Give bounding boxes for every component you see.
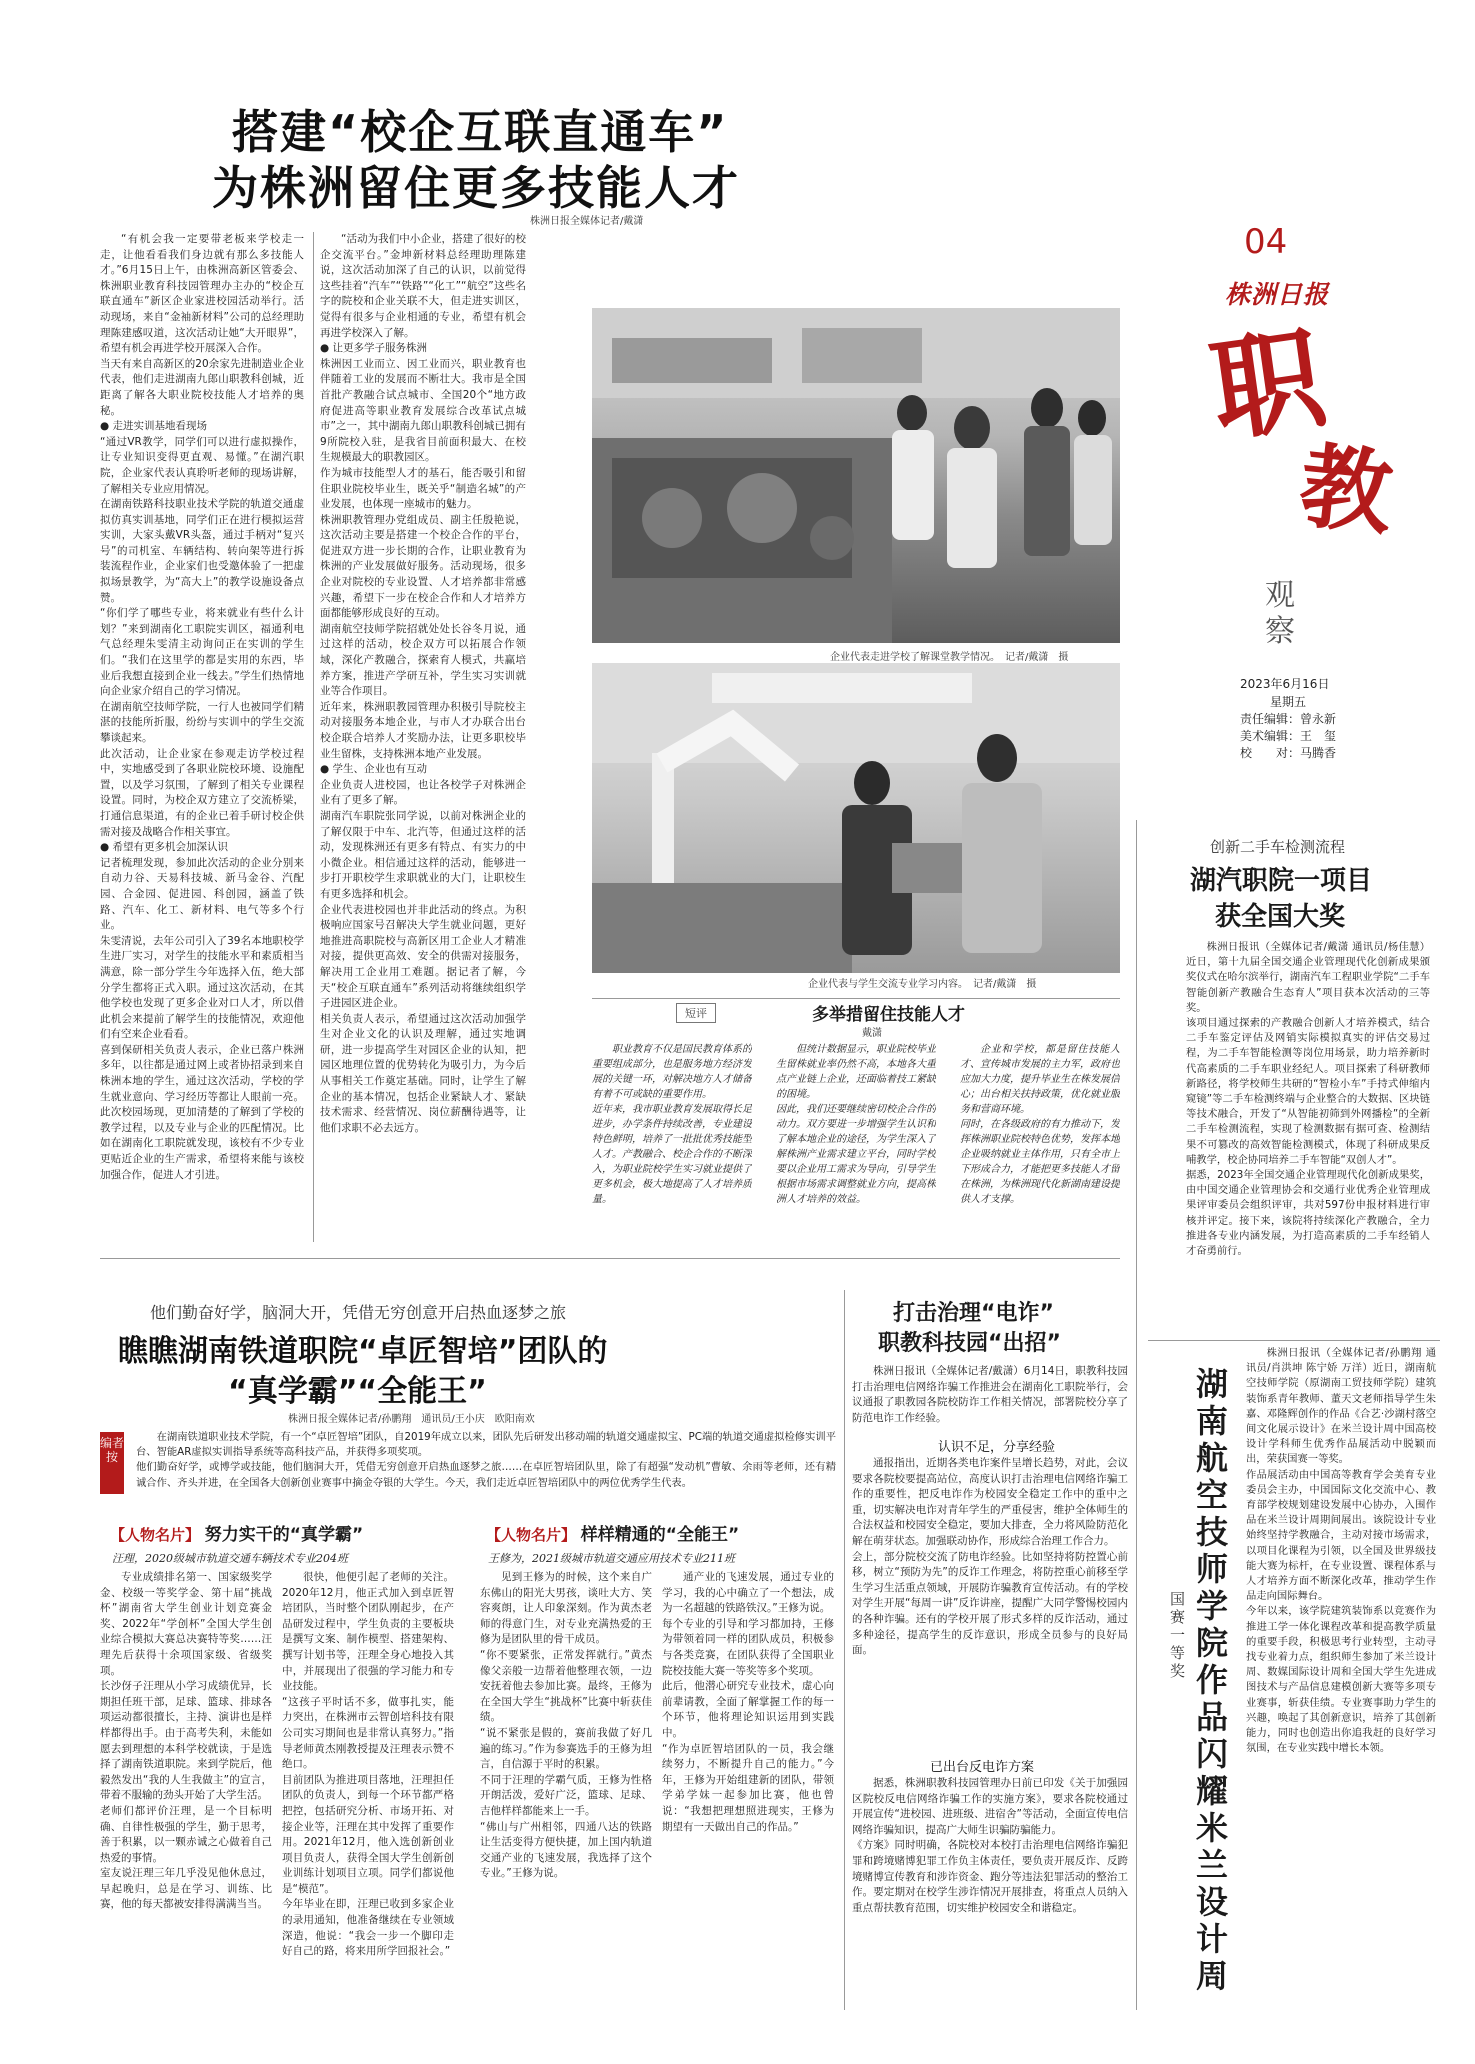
section-title-char2: 教 bbox=[1294, 432, 1398, 549]
commentary-rule bbox=[592, 998, 1120, 999]
page-number: 04 bbox=[1244, 222, 1288, 262]
bottom-right-sub1: 认识不足，分享经验 bbox=[938, 1440, 1056, 1455]
paper-name: 株洲日报 bbox=[1225, 280, 1330, 309]
sidebar2-text: 株洲日报讯（全媒体记者/孙鹏翔 通讯员/肖洪坤 陈宁娇 万洋）近日，湖南航空技师学院（原湖南工贸技师学院）建筑装饰系青年教师、董天文老师指导学生朱嘉、邓隆辉创作的作品《合艺·沙湖村落空间文化展示设计》在米兰设计周中国高校设计学科师生优秀作品展活动中脱颖而出，荣获国赛一等奖。 作品展活动由中国高等教育学会美育专业委员会主办，中国国际文化交流中心、教育部学校规划建设发展中心协办，入围作品在米兰设计周期间展出。该院设计专业始终坚持学教融合，主动对接市场需求，以项目化课程为引领，以全国及世界级技能大赛为标杆，在专业设置、课程体系与人才培养方面不断深化改革，推动学生作品走向国际舞台。 今年以来，该学院建筑装饰系以竞赛作为推进工学一体化课程改革和提高教学质量的重要手段，积极思考行业转型，主动寻找专业着力点，组织师生参加了米兰设计周、数媒国际设计周和全国大学生先进成图技术与产品信息建模创新大赛等多项专业赛事，斩获佳绩。专业赛事助力学生的兴趣，唤起了其创新意识，培养了其创新能力，同时也创造出你追我赶的良好学习氛围，在专业实践中增长本领。 bbox=[1246, 1347, 1436, 1755]
main-byline: 株洲日报全媒体记者/戴潇 bbox=[530, 216, 644, 227]
profile2-col2 bbox=[662, 1570, 834, 2010]
profile1-title: 努力实干的“真学霸” bbox=[204, 1525, 364, 1545]
profile2-heading bbox=[486, 1520, 739, 1545]
section-subtitle: 观察 bbox=[1265, 578, 1295, 649]
profile1-col1 bbox=[100, 1570, 272, 2010]
photo-student-robot bbox=[592, 663, 1120, 973]
profile2-col2-text: 通产业的飞速发展，通过专业的学习，我的心中确立了一个想法，成为一名超越的铁路铁汉。”王修为说。 每个专业的引导和学习都加持，王修为带领着同一样的团队成员，积极参与各类竞赛，在团队获得了全国职业院校技能大赛一等奖等多个奖项。 此后，他潜心研究专业技术，虚心向前辈请教，全面了解掌握工作的每一个环节，他将理论知识运用到实践中。 “作为卓匠智培团队的一员，我会继续努力，不断提升自己的能力。”今年，王修为开始组建新的团队，带领学弟学妹一起参加比赛，他也曾说：“我想把理想照进现实，王修为期望有一天做出自己的作品。” bbox=[662, 1571, 834, 1833]
commentary-text1: 职业教育不仅是国民教育体系的重要组成部分，也是服务地方经济发展的关键一环，对解决地方人才储备有着不可或缺的重要作用。 近年来，我市职业教育发展取得长足进步，办学条件持续改善，专业建设特色鲜明，培养了一批批优秀技能型人才。产教融合、校企合作的不断深入，为职业院校学生实习就业提供了更多机会，极大地提高了人才培养质量。 bbox=[592, 1044, 752, 1205]
profile2-col1-text: 见到王修为的时候，这个来自广东佛山的阳光大男孩，谈吐大方、笑容爽朗，让人印象深刻。作为黄杰老师的得意门生，对专业充满热爱的王修为是团队里的骨干成员。 “你不要紧张，正常发挥就行。”黄杰像父亲般一边帮着他整理衣领，一边安抚着他去参加比赛。最终，王修为在全国大学生“挑战杯”比赛中斩获佳绩。 “说不紧张是假的，赛前我做了好几遍的练习。”作为参赛选手的王修为坦言，自信源于平时的积累。 不同于汪理的学霸气质，王修为性格开朗活泼，爱好广泛，篮球、足球、吉他样样都能来上一手。 “佛山与广州相邻，四通八达的铁路让生活变得方便快捷，加上国内轨道交通产业的飞速发展，我选择了这个专业。”王修为说。 bbox=[480, 1571, 652, 1880]
bottom-right-title-line2: 职教科技园“出招” bbox=[878, 1331, 1061, 1356]
photo-visit-illustration bbox=[592, 308, 1120, 643]
main-headline-line2: 为株洲留住更多技能人才 bbox=[212, 161, 740, 215]
main-article-col1-text: “有机会我一定要带老板来学校走一走，让他看看我们身边就有那么多技能人才。”6月15日上午，由株洲高新区管委会、株洲职业教育科技园管理办主办的“校企互联直通车”新区企业家进校园活动举行。活动现场，来自“金袖新材料”公司的总经理助理陈建感叹道，这次活动让她“大开眼界”，希望有机会再进学校开展深入合作。 当天有来自高新区的20余家先进制造业企业代表，他们走进湖南九郎山职教科创城，近距离了解各大职业院校技能人才培养的奥秘。 ● 走进实训基地看现场 “通过VR教学，同学们可以进行虚拟操作，让专业知识变得更直观、易懂。”在湖汽职院，企业家代表认真聆听老师的现场讲解，了解相关专业应用情况。 在湖南铁路科技职业技术学院的轨道交通虚拟仿真实训基地，同学们正在进行模拟运营实训，大家头戴VR头盔，通过手柄对“复兴号”的司机室、车辆结构、转向架等进行拆装流程作业，企业家们也受邀体验了一把虚拟场景教学，为“高大上”的教学设施设备点赞。 “你们学了哪些专业，将来就业有些什么计划？”来到湖南化工职院实训区，福通利电气总经理朱雯清主动询问正在实训的学生们。“我们在这里学的都是实用的东西，毕业后我想直接到企业一线去。”学生们热情地向企业家介绍自己的学习情况。 在湖南航空技师学院，一行人也被同学们精湛的技能所折服，纷纷与实训中的学生交流攀谈起来。 此次活动，让企业家在参观走访学校过程中，实地感受到了各职业院校环境、设施配置，以及学习氛围，了解到了相关专业课程设置。同时，为校企双方建立了交流桥梁，打通信息渠道，有的企业已着手研讨校企供需对接及战略合作相关事宜。 ● 希望有更多机会加深认识 记者梳理发现，参加此次活动的企业分别来自动力谷、天易科技城、新马金谷、汽配园、合金园、促进园、科创园，涵盖了铁路、汽车、化工、新材料、电气等多个行业。 朱雯清说，去年公司引入了39名本地职校学生进厂实习，对学生的技能水平和素质相当满意，除一部分学生今年选择入伍，绝大部分学生都将正式入职。通过这次活动，在其他学校也发现了更多企业对口人才，所以借此机会来提前了解学生的技能情况，欢迎他们有空来企业看看。 喜到保研相关负责人表示，企业已落户株洲多年，以往都是通过网上或者协招录到来自株洲本地的学生，通过这次活动，学校的学生就业意向、学习经历等都让人眼前一亮。此次校园场现，更加清楚的了解到了学校的教学过程，以及专业与企业的匹配情况。比如在湖南化工职院就发现，该校有不少专业更贴近企业的生产需求，希望将来能与该校加强合作，促进人才引进。 bbox=[100, 233, 304, 1181]
profile1-heading bbox=[110, 1520, 363, 1545]
masthead-editor: 责任编辑：曾永新 bbox=[1240, 712, 1337, 726]
editor-note-badge bbox=[100, 1432, 124, 1494]
profile1-col2-text: 很快，他便引起了老师的关注。2020年12月，他正式加入到卓匠智培团队，当时整个团队刚起步，在产品研发过程中，学生负责的主要板块是撰写文案、制作模型、搭建架构、撰写计划书等，汪理全身心地投入其中，并展现出了很强的学习能力和专业技能。 “这孩子平时话不多，做事扎实，能力突出，在株洲市云智创培科技有限公司实习期间也是非常认真努力。”指导老师黄杰刚教授提及汪理表示赞不绝口。 目前团队为推进项目落地，汪理担任团队的负责人，到每一个环节都严格把控，包括研究分析、市场开拓、对接企业等，汪理在其中发挥了重要作用。2021年12月，他入选创新创业项目负责人，获得全国大学生创新创业训练计划项目立项。同学们都说他是“模范”。 今年毕业在即，汪理已收到多家企业的录用通知，他准备继续在专业领域深造，他说：“我会一步一个脚印走好自己的路，将来用所学回报社会。” bbox=[282, 1571, 454, 1958]
sidebar1-title-line2: 获全国大奖 bbox=[1215, 902, 1346, 932]
bottom-left-title-line2: “真学霸”“全能王” bbox=[228, 1374, 487, 1409]
sidebar2-deck bbox=[1170, 1590, 1188, 1680]
commentary-tag-text: 短评 bbox=[685, 1007, 707, 1020]
commentary-col1 bbox=[592, 1042, 752, 1238]
sidebar2-deck-text: 国赛一等奖 bbox=[1170, 1590, 1186, 1680]
bottom-left-title-line1: 瞧瞧湖南铁道职院“卓匠智培”团队的 bbox=[118, 1334, 608, 1369]
profile1-col2 bbox=[282, 1570, 454, 2010]
sidebar1-kicker: 创新二手车检测流程 bbox=[1210, 838, 1346, 856]
profile1-label: 【人物名片】 bbox=[110, 1526, 201, 1544]
commentary-col2 bbox=[776, 1042, 936, 1238]
commentary-text3: 企业和学校，都是留住技能人才、宣传城市发展的主力军，政府也应加大力度，提升毕业生在株发展信心；出台相关扶持政策，优化就业服务和营商环境。 同时，在各级政府的有力推动下，发挥株洲职业院校特色优势，发挥本地企业吸纳就业主体作用，只有全市上下形成合力，才能把更多技能人才留在株洲，为株洲现代化新湖南建设提供人才支撑。 bbox=[960, 1044, 1120, 1205]
bottom-right-body1 bbox=[852, 1456, 1128, 1736]
bottom-right-intro bbox=[852, 1364, 1128, 1426]
main-article-col2 bbox=[320, 232, 526, 1242]
commentary-title: 多举措留住技能人才 bbox=[812, 1005, 965, 1025]
sidebar2-rule bbox=[1148, 1340, 1440, 1341]
sidebar1-title-line1: 湖汽职院一项目 bbox=[1190, 866, 1373, 896]
masthead-weekday: 星期五 bbox=[1270, 695, 1307, 709]
editor-note-text: 在湖南铁道职业技术学院，有一个“卓匠智培”团队，自2019年成立以来，团队先后研发出移动端的轨道交通虚拟宝、PC端的轨道交通虚拟检修实训平台、智能AR虚拟实训指导系统等高科技产品，并获得多项奖项。 他们勤奋好学，或博学或技能，他们脑洞大开，凭借无穷创意开启热血逐梦之旅……在卓匠智培团队里，除了有超强“发动机”曹敏、余雨等老师，还有精诚合作、齐头并进，在全国各大创新创业赛事中摘金夺银的大学生。今天，我们走近卓匠智培团队中的两位优秀学生代表。 bbox=[136, 1431, 836, 1489]
divider-col1 bbox=[313, 232, 314, 1242]
sidebar1-body bbox=[1186, 940, 1430, 1332]
editor-note bbox=[136, 1430, 836, 1508]
photo2-caption: 企业代表与学生交流专业学习内容。 记者/戴潇 摄 bbox=[808, 979, 1037, 990]
main-article-col2-text: “活动为我们中小企业，搭建了很好的校企交流平台。”金坤新材料总经理助理陈建说，这次活动加深了自己的认识，以前觉得这些挂着“汽车”“铁路”“化工”“航空”这些名字的院校和企业关联不大，但走进实训区，觉得有很多与企业相通的专业，希望有机会再进学校深入了解。 ● 让更多学子服务株洲 株洲因工业而立、因工业而兴，职业教育也伴随着工业的发展而不断壮大。我市是全国首批产教融合试点城市、全国20个“地方政府促进高等职业教育发展综合改革试点城市”之一，其中湖南九郎山职教科创城已拥有9所院校入驻，是我省目前面积最大、在校生规模最大的职教园区。 作为城市技能型人才的基石，能否吸引和留住职业院校毕业生，既关乎“制造名城”的产业发展，也体现一座城市的魅力。 株洲职教管理办党组成员、副主任殷艳说，这次活动主要是搭建一个校企合作的平台，促进双方进一步长期的合作，让职业教育为株洲的产业发展做好服务。活动现场，很多企业对院校的专业设置、人才培养都非常感兴趣，希望下一步在校企合作和人才培养方面都能够形成良好的互动。 湖南航空技师学院招就处处长谷冬月说，通过这样的活动，校企双方可以拓展合作领域，深化产教融合，探索育人模式，共赢培养方案，推进产学研互补，学生实习实训就业等合作项目。 近年来，株洲职教园管理办积极引导院校主动对接服务本地企业，与市人才办联合出台校企联合培养人才奖励办法，让更多职校毕业生留株，支持株洲本地产业发展。 ● 学生、企业也有互动 企业负责人进校园，也让各校学子对株洲企业有了更多了解。 湖南汽车职院张同学说，以前对株洲企业的了解仅限于中车、北汽等，但通过这样的活动，发现株洲还有更多有特点、有实力的中小微企业。相信通过这样的活动，能够进一步打开职校学生求职就业的大门，让职校生有更多选择和机会。 企业代表进校园也并非此活动的终点。为积极响应国家号召解决大学生就业问题，更好地推进高职院校与高新区用工企业人才精准对接，提供更高效、安全的供需对接服务，解决用工企业用工难题。据记者了解，今天“校企互联直通车”系列活动将继续组织学子进园区进企业。 相关负责人表示，希望通过这次活动加强学生对企业文化的认识及理解，通过实地调研，进一步提高学生对园区企业的认知，把园区地理位置的优势转化为吸引力，为今后从事相关工作奠定基础。同时，让学生了解企业的基本情况，包括企业紧缺人才、紧缺技术需求、经营情况、岗位薪酬待遇等，让他们求职不必去远方。 bbox=[320, 233, 526, 1134]
bottom-right-body2 bbox=[852, 1776, 1128, 2010]
commentary-author: 戴潇 bbox=[862, 1028, 882, 1039]
masthead-proofreader: 校 对：马腾香 bbox=[1240, 746, 1337, 760]
bottom-right-intro-text: 株洲日报讯（全媒体记者/戴潇）6月14日，职教科技园打击治理电信网络诈骗工作推进会在湖南化工职院举行，会议通报了职教园各院校防诈工作相关情况，部署院校分享了防范电诈工作经验。 bbox=[852, 1365, 1128, 1424]
profile2-title: 样样精通的“全能王” bbox=[580, 1525, 740, 1545]
commentary-text2: 但统计数据显示，职业院校毕业生留株就业率仍然不高，本地各大重点产业链上企业，还面临着技工紧缺的困境。 因此，我们还要继续密切校企合作的动力。双方要进一步增强学生认识和了解本地企业的途径，为学生深入了解株洲产业需求建立平台，同时学校要以企业用工需求为导向，引导学生根据市场需求调整就业方向，提高株洲人才培养的效益。 bbox=[776, 1044, 936, 1205]
sidebar-divider bbox=[1136, 820, 1137, 2010]
bottom-right-body1-text: 通报指出，近期各类电诈案件呈增长趋势，对此，会议要求各院校要提高站位，高度认识打击治理电信网络诈骗工作的重要性，把反电诈作为校园安全稳定工作中的重中之重，切实解决电诈对青年学生的严重侵害，维护全体师生的合法权益和校园安全稳定，要加大排查，全力将风险防范化解在萌芽状态。加强联动协作，形成综合治理工作合力。 会上，部分院校交流了防电诈经验。比如坚持将防控置心前移，树立“预防为先”的反诈工作理念，将防控重心前移至学生学习生活重点领域，开展防诈骗教育宣传活动。有的学校对学生开展“每周一讲”反诈讲座，提醒广大同学警惕校园内的各种诈骗。还有的学校开展了形式多样的反诈活动，通过多种途径，提高学生的反诈意识，形成全员参与的良好局面。 bbox=[852, 1457, 1128, 1657]
bottom-right-body2-text: 据悉，株洲职教科技园管理办日前已印发《关于加强园区院校反电信网络诈骗工作的实施方案》，要求各院校通过开展宣传“进校园、进班级、进宿舍”等活动，全面宣传电信网络诈骗知识，提高广大师生识骗防骗能力。 《方案》同时明确，各院校对本校打击治理电信网络诈骗犯罪和跨境赌博犯罪工作负主体责任，要负责开展反诈、反跨境赌博宣传教育和涉诈资金、跑分等违法犯罪活动的整治工作。要定期对在校学生涉诈情况开展排查，将重点人员纳入重点帮扶教育范围，切实维护校园安全和谐稳定。 bbox=[852, 1777, 1128, 1914]
masthead-date: 2023年6月16日 bbox=[1240, 677, 1330, 691]
editor-note-label: 编者按 bbox=[100, 1436, 125, 1464]
masthead-art-editor: 美术编辑：王 玺 bbox=[1240, 729, 1337, 743]
bottom-right-divider bbox=[844, 1290, 845, 2010]
commentary-col3 bbox=[960, 1042, 1120, 1238]
profile1-sub: 汪理，2020级城市轨道交通车辆技术专业204班 bbox=[112, 1552, 348, 1565]
profile2-col1 bbox=[480, 1570, 652, 2010]
photo-robot-illustration bbox=[592, 663, 1120, 973]
bottom-right-sub2: 已出台反电诈方案 bbox=[930, 1760, 1035, 1775]
sidebar2-title-text: 湖南航空技师学院作品闪耀米兰设计周 bbox=[1196, 1365, 1229, 1995]
bottom-left-kicker: 他们勤奋好学，脑洞大开，凭借无穷创意开启热血逐梦之旅 bbox=[150, 1303, 567, 1322]
photo-visit-classroom bbox=[592, 308, 1120, 643]
section-title-char1: 职 bbox=[1203, 313, 1333, 459]
bottom-left-byline: 株洲日报全媒体记者/孙鹏翔 通讯员/王小庆 欧阳南欢 bbox=[288, 1414, 535, 1425]
sidebar2-title bbox=[1196, 1366, 1232, 1995]
sidebar2-body bbox=[1246, 1346, 1436, 2016]
photo1-caption: 企业代表走进学校了解课堂教学情况。 记者/戴潇 摄 bbox=[830, 652, 1069, 663]
profile2-sub: 王修为，2021级城市轨道交通应用技术专业211班 bbox=[488, 1552, 735, 1565]
bottom-right-title-line1: 打击治理“电诈” bbox=[893, 1301, 1054, 1326]
profile2-label: 【人物名片】 bbox=[486, 1526, 577, 1544]
sidebar1-text: 株洲日报讯（全媒体记者/戴潇 通讯员/杨佳慧）近日，第十九届全国交通企业管理现代化创新成果颁奖仪式在哈尔滨举行，湖南汽车工程职业学院“二手车智能创新产教融合生态育人”项目获本次活动的三等奖。 该项目通过探索的产教融合创新人才培养模式，结合二手车鉴定评估及网销实际模拟真实的评估交易过程，为二手车智能检测等岗位用场景，助力培养新时代高素质的二手车职业经纪人。项目探索了科研教师新路径，将学校师生共研的“智检小车”手持式伸缩内窥镜”等二手车检测终端与企业整合的大数据、区块链等技术融合，开发了“从智能初筛到外网播检”的全新二手车检测流程，实现了检测数据有据可查、检测结果不可篡改的高效智能检测模式，体现了科研成果反哺教学，校企协同培养二手车智能“双创人才”。 据悉，2023年全国交通企业管理现代化创新成果奖，由中国交通企业管理协会和交通行业优秀企业管理成果评审委员会组织评审，共对597份申报材料进行审核并评定。接下来，该院将持续深化产教融合，全力推进各专业内涵发展，为打造高素质的二手车经销人才奋勇前行。 bbox=[1186, 941, 1430, 1258]
bottom-rule bbox=[100, 1258, 1120, 1259]
main-headline-line1: 搭建“校企互联直通车” bbox=[232, 105, 729, 159]
profile1-col1-text: 专业成绩排名第一、国家级奖学金、校级一等奖学金、第十届“挑战杯”湖南省大学生创业计划竞赛金奖、2022年“学创杯”全国大学生创业综合模拟大赛总决赛特等奖……汪理先后获得十余项国家级、省级奖项。 长沙伢子汪理从小学习成绩优异，长期担任班干部，足球、篮球、排球各项运动都很擅长，主持、演讲也是样样都得出手。由于高考失利，未能如愿去到理想的本科学校就读，于是选择了湖南铁道职院。来到学院后，他毅然发出“我的人生我做主”的宣言，带着不服输的劲头开始了大学生活。 老师们都评价汪理，是一个目标明确、自律性极强的学生，勤于思考，善于积累，以一颗赤诚之心做着自己热爱的事情。 室友说汪理三年几乎没见他休息过，早起晚归，总是在学习、训练、比赛，他的每天都被安排得满满当当。 bbox=[100, 1571, 272, 1911]
commentary-tag bbox=[676, 1003, 716, 1023]
main-article-col1 bbox=[100, 232, 304, 1242]
